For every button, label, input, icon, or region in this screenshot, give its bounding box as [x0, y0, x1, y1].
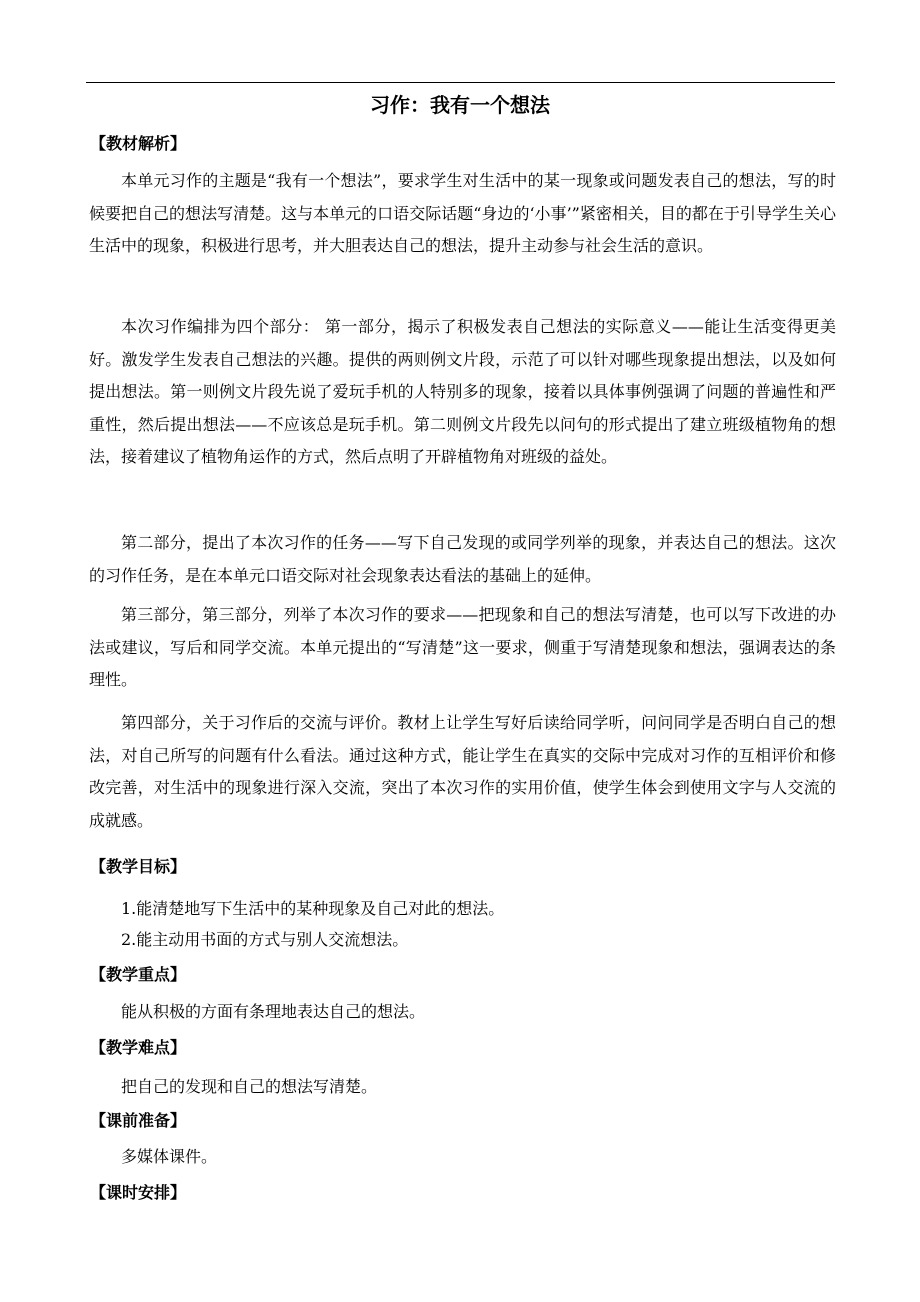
heading-teaching-focus: 【教学重点】	[90, 965, 187, 984]
heading-textbook-analysis: 【教材解析】	[90, 134, 187, 153]
analysis-paragraph-1: 本单元习作的主题是“我有一个想法”，要求学生对生活中的某一现象或问题发表自己的想法，写的时候要把自己的想法写清楚。这与本单元的口语交际话题“身边的‘小事’”紧密相关，目的都在于引导学生关心生活中的现象，积极进行思考，并大胆表达自己的想法，提升主动参与社会生活的意识。	[89, 171, 836, 255]
goal-item-1: 1.能清楚地写下生活中的某种现象及自己对此的想法。	[121, 899, 505, 918]
heading-teaching-goals: 【教学目标】	[90, 857, 187, 876]
analysis-paragraph-2: 本次习作编排为四个部分： 第一部分，揭示了积极发表自己想法的实际意义——能让生活变得更美好。激发学生发表自己想法的兴趣。提供的两则例文片段，示范了可以针对哪些现象提出想法，以及如何提出想法。第一则例文片段先说了爱玩手机的人特别多的现象，接着以具体事例强调了问题的普遍性和严重性，然后提出想法——不应该总是玩手机。第二则例文片段先以问句的形式提出了建立班级植物角的想法，接着建议了植物角运作的方式，然后点明了开辟植物角对班级的益处。	[89, 317, 836, 466]
document-title: 习作：我有一个想法	[370, 93, 550, 117]
heading-class-schedule: 【课时安排】	[90, 1183, 187, 1202]
header-rule	[86, 82, 835, 83]
analysis-paragraph-5: 第四部分，关于习作后的交流与评价。教材上让学生写好后读给同学听，问问同学是否明白自己的想法，对自己所写的问题有什么看法。通过这种方式，能让学生在真实的交际中完成对习作的互相评价和修改完善，对生活中的现象进行深入交流，突出了本次习作的实用价值，使学生体会到使用文字与人交流的成就感。	[89, 713, 836, 830]
goal-item-2: 2.能主动用书面的方式与别人交流想法。	[121, 930, 409, 949]
teaching-difficulty-text: 把自己的发现和自己的想法写清楚。	[121, 1077, 378, 1096]
analysis-paragraph-4: 第三部分，第三部分，列举了本次习作的要求——把现象和自己的想法写清楚，也可以写下改进的办法或建议，写后和同学交流。本单元提出的“写清楚”这一要求，侧重于写清楚现象和想法，强调表达的条理性。	[89, 605, 836, 689]
analysis-paragraph-3: 第二部分，提出了本次习作的任务——写下自己发现的或同学列举的现象，并表达自己的想法。这次的习作任务，是在本单元口语交际对社会现象表达看法的基础上的延伸。	[89, 533, 836, 585]
heading-class-preparation: 【课前准备】	[90, 1111, 187, 1130]
class-preparation-text: 多媒体课件。	[121, 1147, 218, 1166]
teaching-focus-text: 能从积极的方面有条理地表达自己的想法。	[121, 1002, 426, 1021]
heading-teaching-difficulty: 【教学难点】	[90, 1038, 187, 1057]
